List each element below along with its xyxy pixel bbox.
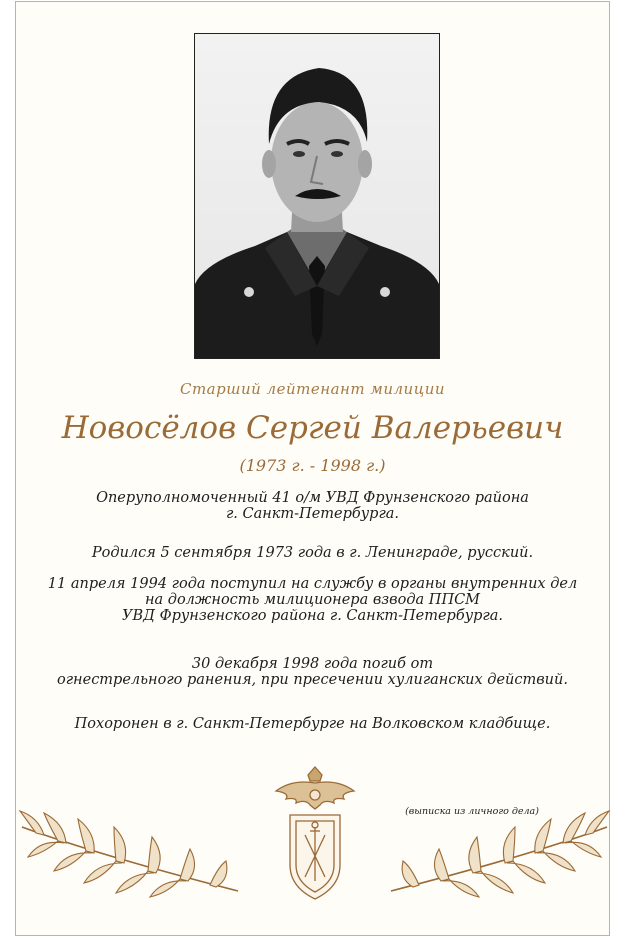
bio-service-line: на должность милиционера взвода ППСМ <box>144 592 481 608</box>
laurel-branch-icon <box>386 805 611 905</box>
life-years: (1973 г. - 1998 г.) <box>239 456 386 475</box>
portrait-photo <box>194 33 440 359</box>
bio-death-line: огнестрельного ранения, при пресечении хулиганских действий. <box>57 672 568 688</box>
bio-position-line: г. Санкт-Петербурга. <box>225 506 400 522</box>
police-emblem-icon <box>272 765 358 910</box>
bio-burial: Похоронен в г. Санкт-Петербурге на Волковском кладбище. <box>74 716 551 732</box>
bio-position <box>15 490 610 522</box>
bio-death-line: 30 декабря 1998 года погиб от <box>191 656 434 672</box>
laurel-branch-icon <box>18 805 243 905</box>
archive-note: (выписка из личного дела) <box>405 806 539 817</box>
rank-title: Старший лейтенант милиции <box>179 380 446 398</box>
bio-service <box>15 576 610 624</box>
bio-position-line: Оперуполномоченный 41 о/м УВД Фрунзенского района <box>96 490 529 506</box>
bio-service-line: УВД Фрунзенского района г. Санкт-Петербурга. <box>122 608 503 624</box>
bio-birth: Родился 5 сентября 1973 года в г. Ленинграде, русский. <box>91 545 534 561</box>
bio-death <box>15 656 610 688</box>
bio-service-line: 11 апреля 1994 года поступил на службу в органы внутренних дел <box>47 576 578 592</box>
full-name: Новосёлов Сергей Валерьевич <box>61 410 564 446</box>
